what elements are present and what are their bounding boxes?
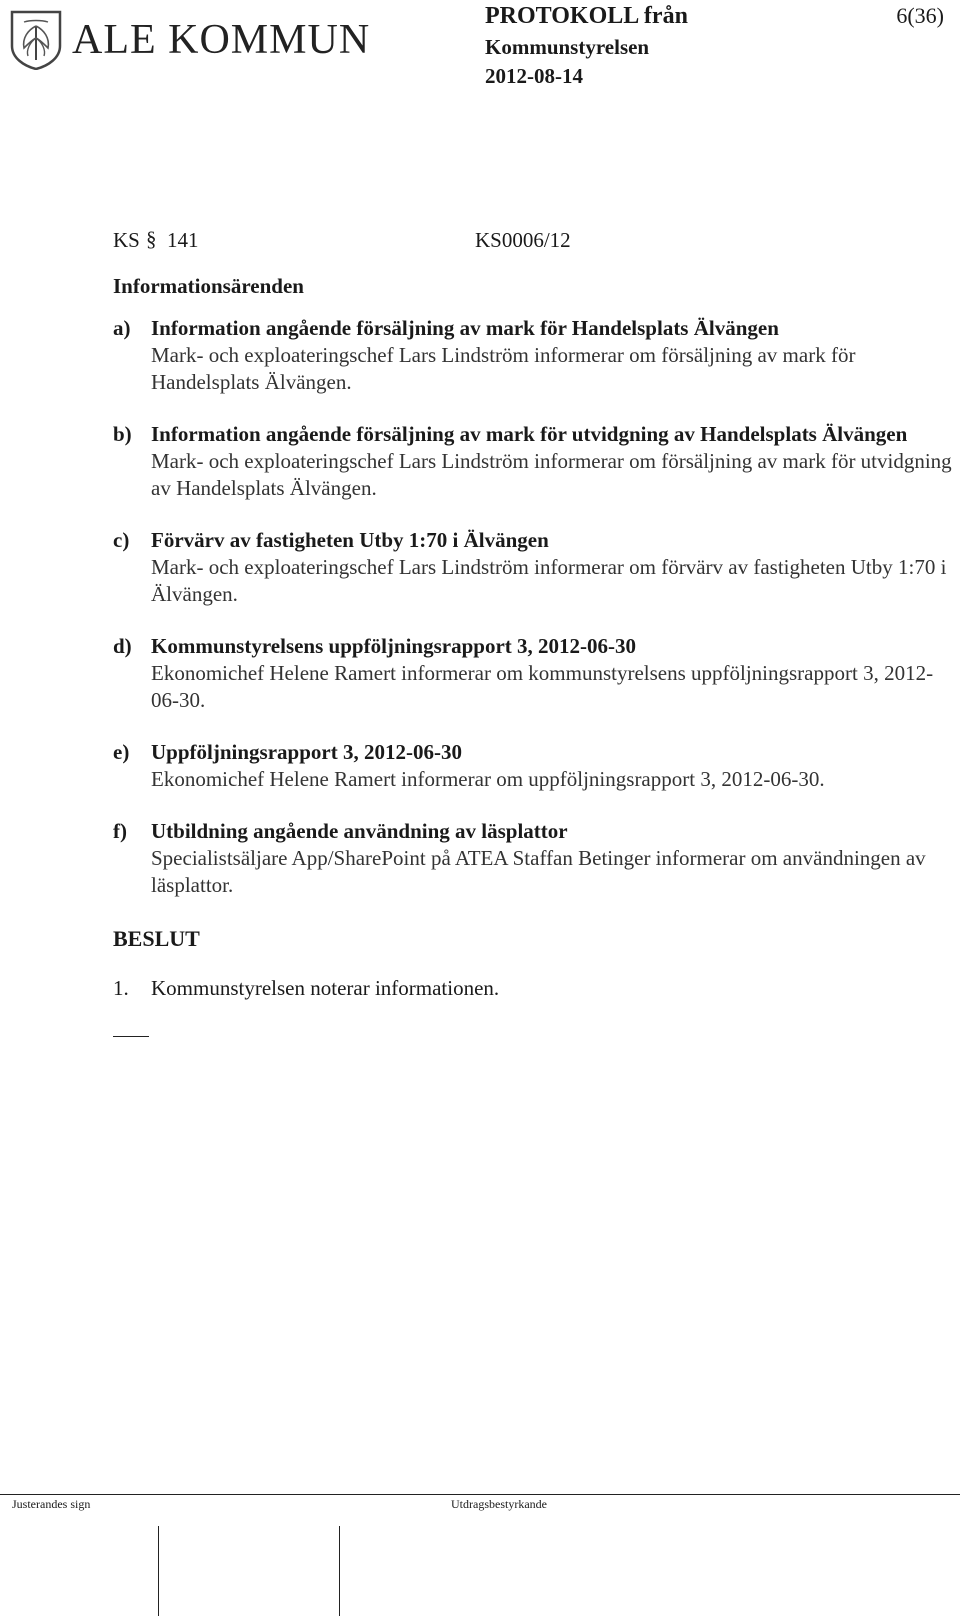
information-item bbox=[113, 818, 953, 899]
item-letter: e) bbox=[113, 740, 130, 764]
signature-box-divider bbox=[339, 1526, 340, 1616]
item-title: Information angående försäljning av mark för utvidgning av Handelsplats Älvängen bbox=[151, 422, 908, 446]
justerandes-sign-label: Justerandes sign bbox=[12, 1497, 91, 1511]
decision-number: 1. bbox=[113, 976, 129, 1000]
section-heading: Informationsärenden bbox=[113, 274, 304, 298]
item-body: Specialistsäljare App/SharePoint på ATEA Staffan Betinger informerar om användningen av läsplattor. bbox=[151, 846, 926, 897]
protocol-content bbox=[113, 225, 953, 1037]
ale-kommun-logo bbox=[10, 10, 380, 70]
item-title: Kommunstyrelsens uppföljningsrapport 3, 2012-06-30 bbox=[151, 634, 636, 658]
item-title: Utbildning angående användning av läsplattor bbox=[151, 819, 568, 843]
decision-item bbox=[113, 974, 953, 1002]
item-body: Ekonomichef Helene Ramert informerar om uppföljningsrapport 3, 2012-06-30. bbox=[151, 767, 825, 791]
decision-text: Kommunstyrelsen noterar informationen. bbox=[151, 976, 500, 1000]
item-body: Mark- och exploateringschef Lars Lindström informerar om försäljning av mark för Handelsplats Älvängen. bbox=[151, 343, 856, 394]
ks-number: 141 bbox=[167, 228, 199, 252]
information-item bbox=[113, 633, 953, 714]
tree-emblem-icon bbox=[10, 10, 62, 70]
diary-number: KS0006/12 bbox=[475, 228, 571, 252]
information-items bbox=[113, 315, 953, 899]
information-item bbox=[113, 315, 953, 396]
item-title: Uppföljningsrapport 3, 2012-06-30 bbox=[151, 740, 462, 764]
item-letter: f) bbox=[113, 819, 127, 843]
end-divider bbox=[113, 1036, 149, 1037]
item-letter: d) bbox=[113, 634, 132, 658]
utdragsbestyrkande-label: Utdragsbestyrkande bbox=[451, 1497, 547, 1511]
item-letter: a) bbox=[113, 316, 131, 340]
footer-divider bbox=[0, 1494, 960, 1495]
decision-heading: BESLUT bbox=[113, 926, 200, 951]
case-reference bbox=[113, 225, 953, 255]
item-letter: b) bbox=[113, 422, 132, 446]
item-body: Mark- och exploateringschef Lars Lindström informerar om försäljning av mark för utvidgning av Handelsplats Älvängen. bbox=[151, 449, 952, 500]
item-body: Ekonomichef Helene Ramert informerar om kommunstyrelsens uppföljningsrapport 3, 2012-06-30. bbox=[151, 661, 934, 712]
protocol-title: PROTOKOLL från bbox=[485, 3, 688, 29]
signature-box-divider bbox=[158, 1526, 159, 1616]
item-body: Mark- och exploateringschef Lars Lindström informerar om förvärv av fastigheten Utby 1:70 i Älvängen. bbox=[151, 555, 947, 606]
protocol-date: 2012-08-14 bbox=[485, 64, 583, 88]
information-item bbox=[113, 739, 953, 793]
protocol-body-name: Kommunstyrelsen bbox=[485, 35, 650, 59]
logo-wordmark: ALE KOMMUN bbox=[72, 17, 371, 63]
item-title: Förvärv av fastigheten Utby 1:70 i Älvängen bbox=[151, 528, 549, 552]
item-title: Information angående försäljning av mark för Handelsplats Älvängen bbox=[151, 316, 779, 340]
information-item bbox=[113, 527, 953, 608]
information-item bbox=[113, 421, 953, 502]
ks-prefix: KS bbox=[113, 228, 140, 252]
page-number: 6(36) bbox=[896, 3, 944, 28]
signature-footer bbox=[0, 1494, 960, 1616]
item-letter: c) bbox=[113, 528, 130, 552]
paragraph-sign: § bbox=[146, 227, 157, 251]
